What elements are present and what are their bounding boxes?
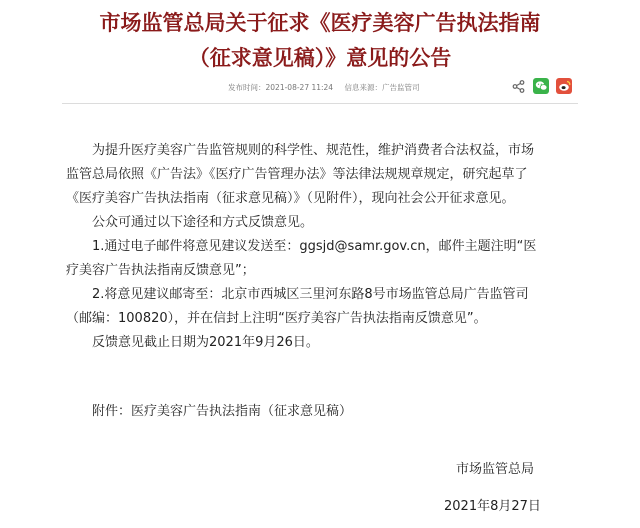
publish-time: 发布时间：2021-08-27 11:24 [228,83,334,92]
paragraph-1-line-3: 《医疗美容广告执法指南（征求意见稿）》（见附件），现向社会公开征求意见。 [66,191,515,206]
article-body [66,139,580,355]
share-icon[interactable] [510,78,526,94]
weibo-icon[interactable] [556,78,572,94]
article-meta [228,82,428,93]
share-bar [510,78,572,94]
attachment-link[interactable]: 附件：医疗美容广告执法指南（征求意见稿） [92,404,353,419]
page-title-line1: 市场监管总局关于征求《医疗美容广告执法指南 [99,10,541,35]
header-divider [62,103,578,104]
paragraph-3-line-1: 1.通过电子邮件将意见建议发送至：ggsjd@samr.gov.cn，邮件主题注明“医 [92,239,537,254]
paragraph-2: 公众可通过以下途径和方式反馈意见。 [92,215,314,230]
wechat-icon[interactable] [533,78,549,94]
paragraph-3-line-2: 疗美容广告执法指南反馈意见”； [66,263,255,278]
page-title-line2: （征求意见稿）》意见的公告 [188,45,452,70]
attachment-block [66,400,580,424]
paragraph-4-line-1: 2.将意见建议邮寄至：北京市西城区三里河东路8号市场监管总局广告监管司 [92,287,529,302]
signature-org: 市场监管总局 [456,462,535,477]
paragraph-4-line-2: （邮编：100820），并在信封上注明“医疗美容广告执法指南反馈意见”。 [66,311,487,326]
signature-date: 2021年8月27日 [444,499,541,514]
paragraph-1-line-1: 为提升医疗美容广告监管规则的科学性、规范性，维护消费者合法权益，市场 [92,143,535,158]
paragraph-5: 反馈意见截止日期为2021年9月26日。 [92,335,319,350]
paragraph-1-line-2: 监管总局依照《广告法》《医疗广告管理办法》等法律法规规章规定，研究起草了 [66,167,528,182]
info-source: 信息来源：广告监管司 [344,83,420,92]
